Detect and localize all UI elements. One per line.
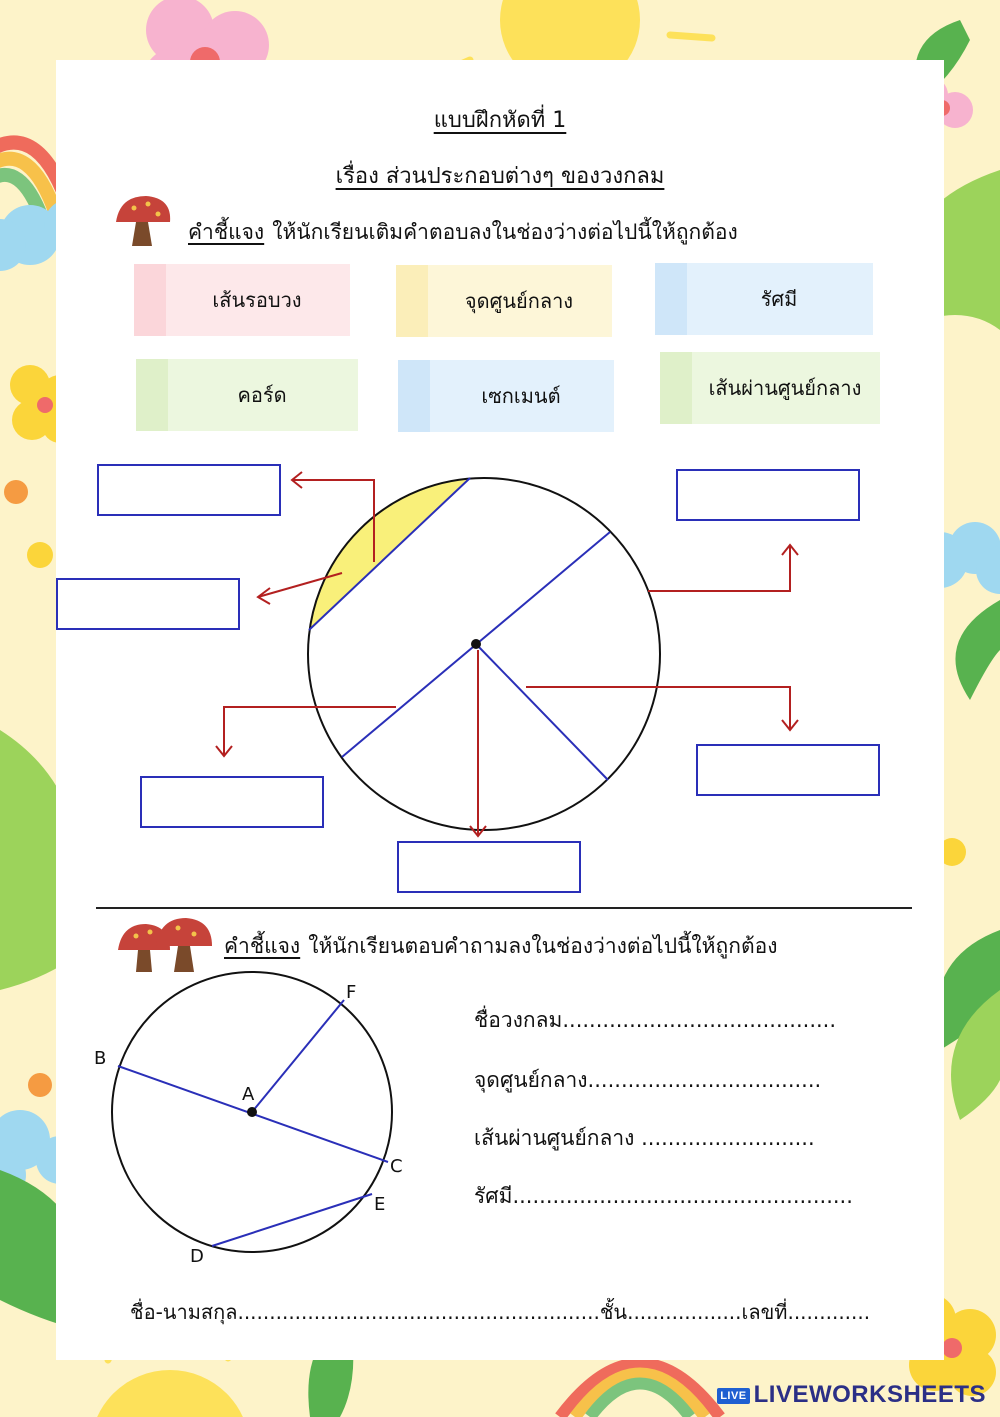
word-label: เซกเมนต์ (481, 384, 561, 408)
watermark-badge: LIVE (717, 1388, 749, 1404)
arrow-radius (526, 687, 790, 730)
word-card-center-point (396, 265, 612, 337)
word-card-circumference (134, 264, 350, 336)
radius-line (476, 644, 608, 780)
answer-box-4[interactable] (397, 841, 581, 893)
worksheet-title: แบบฝึกหัดที่ 1 (433, 108, 567, 133)
point-label-e: E (374, 1194, 386, 1215)
answer-box-2[interactable] (56, 578, 240, 630)
answer-box-1[interactable] (97, 464, 281, 516)
question-radius[interactable]: รัศมี................................................... (474, 1184, 853, 1208)
watermark-text: LIVEWORKSHEETS (753, 1381, 986, 1408)
word-label: เส้นผ่านศูนย์กลาง (708, 376, 862, 400)
part1-instruction (188, 216, 738, 249)
radius-line (252, 1000, 344, 1112)
chord-line (309, 478, 470, 630)
student-info-line[interactable]: ชื่อ-นามสกุล.........................................................ชั้น..................เลขที่............. (130, 1300, 871, 1324)
center-dot (247, 1107, 257, 1117)
instruction-label: คำชี้แจง (224, 934, 301, 958)
point-label-a: A (242, 1084, 255, 1105)
word-card-diameter (660, 352, 880, 424)
point-label-d: D (190, 1246, 204, 1267)
part2-instruction (224, 930, 777, 963)
liveworksheets-watermark (717, 1381, 986, 1409)
dot-icon (28, 1073, 52, 1097)
point-label-f: F (346, 982, 357, 1003)
word-card-segment (398, 360, 614, 432)
point-label-c: C (390, 1156, 403, 1177)
instruction-text: ให้นักเรียนเติมคำตอบลงในช่องว่างต่อไปนี้ให้ถูกต้อง (272, 220, 738, 244)
circle-diagram-2 (80, 970, 420, 1270)
answer-box-5[interactable] (676, 469, 860, 521)
card-strip (655, 263, 687, 335)
word-label: จุดศูนย์กลาง (464, 289, 574, 313)
word-card-radius (655, 263, 873, 335)
question-circle-name[interactable]: ชื่อวงกลม......................................... (474, 1008, 837, 1032)
instruction-label: คำชี้แจง (188, 220, 265, 244)
word-card-chord (136, 359, 358, 431)
arrow-diameter (224, 707, 396, 756)
answer-box-6[interactable] (696, 744, 880, 796)
center-dot (471, 639, 481, 649)
word-label: คอร์ด (237, 383, 287, 407)
rainbow-icon (560, 1364, 720, 1417)
card-strip (134, 264, 166, 336)
arrow-circumference (648, 545, 790, 591)
question-center-point[interactable]: จุดศูนย์กลาง................................... (474, 1068, 822, 1092)
card-strip (398, 360, 430, 432)
word-label: เส้นรอบวง (212, 288, 302, 312)
mushroom-icon (112, 192, 174, 250)
card-strip (396, 265, 428, 337)
point-label-b: B (94, 1048, 107, 1069)
chord-line (212, 1194, 372, 1246)
instruction-text: ให้นักเรียนตอบคำถามลงในช่องว่างต่อไปนี้ให้ถูกต้อง (308, 934, 778, 958)
question-diameter[interactable]: เส้นผ่านศูนย์กลาง .......................... (474, 1126, 815, 1150)
worksheet-subtitle: เรื่อง ส่วนประกอบต่างๆ ของวงกลม (335, 164, 665, 189)
answer-box-3[interactable] (140, 776, 324, 828)
word-label: รัศมี (760, 287, 798, 311)
card-strip (136, 359, 168, 431)
section-divider (96, 907, 912, 909)
mushroom-icon (116, 916, 214, 974)
